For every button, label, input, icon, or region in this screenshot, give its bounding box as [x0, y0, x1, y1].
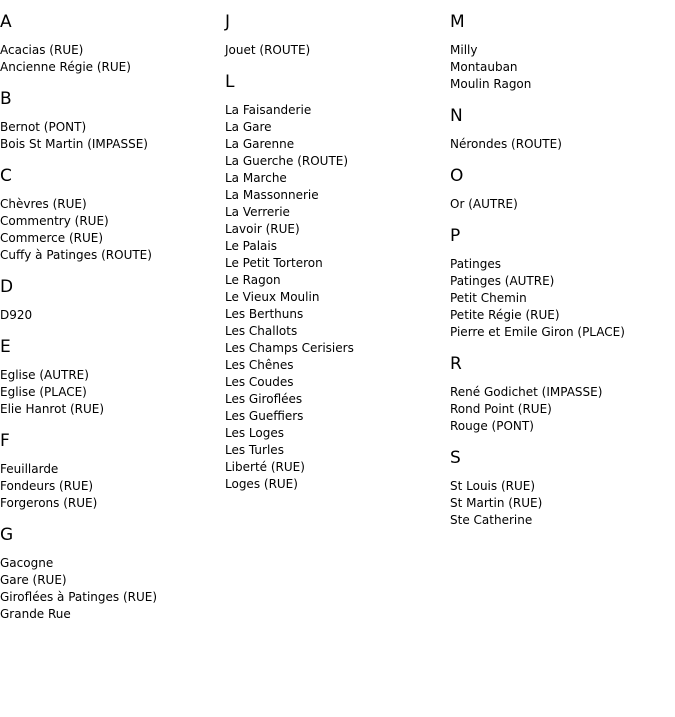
street-link[interactable]: Le Ragon	[225, 273, 281, 287]
street-list	[450, 196, 675, 213]
street-link[interactable]: René Godichet (IMPASSE)	[450, 385, 603, 399]
street-link[interactable]: La Verrerie	[225, 205, 290, 219]
letter-heading: L	[225, 72, 235, 92]
street-link[interactable]: Petite Régie (RUE)	[450, 308, 560, 322]
letter-group-o	[450, 166, 675, 213]
letter-heading: J	[225, 12, 231, 32]
street-link[interactable]: Grande Rue	[0, 607, 71, 621]
letter-group-g	[0, 525, 225, 623]
street-link[interactable]: La Marche	[225, 171, 287, 185]
letter-group-a	[0, 12, 225, 76]
street-list	[450, 256, 675, 341]
street-list	[450, 478, 675, 529]
street-list	[0, 196, 225, 264]
street-link[interactable]: Jouet (ROUTE)	[225, 43, 311, 57]
letter-heading: E	[0, 337, 11, 357]
letter-group-n	[450, 106, 675, 153]
street-link[interactable]: Pierre et Emile Giron (PLACE)	[450, 325, 625, 339]
letter-group-p	[450, 226, 675, 341]
letter-group-m	[450, 12, 675, 93]
street-link[interactable]: Commerce (RUE)	[0, 231, 104, 245]
street-link[interactable]: Les Berthuns	[225, 307, 304, 321]
street-list	[0, 307, 225, 324]
letter-heading: N	[450, 106, 463, 126]
letter-group-d	[0, 277, 225, 324]
street-link[interactable]: Elie Hanrot (RUE)	[0, 402, 105, 416]
street-link[interactable]: Bois St Martin (IMPASSE)	[0, 137, 148, 151]
street-link[interactable]: Le Petit Torteron	[225, 256, 323, 270]
street-link[interactable]: La Massonnerie	[225, 188, 319, 202]
street-link[interactable]: Bernot (PONT)	[0, 120, 87, 134]
letter-heading: F	[0, 431, 10, 451]
street-link[interactable]: La Gare	[225, 120, 272, 134]
street-link[interactable]: Moulin Ragon	[450, 77, 532, 91]
street-link[interactable]: Acacias (RUE)	[0, 43, 84, 57]
letter-heading: C	[0, 166, 12, 186]
street-list	[0, 42, 225, 76]
street-link[interactable]: Rouge (PONT)	[450, 419, 534, 433]
street-list	[0, 119, 225, 153]
street-link[interactable]: Gare (RUE)	[0, 573, 67, 587]
street-link[interactable]: La Faisanderie	[225, 103, 312, 117]
letter-group-e	[0, 337, 225, 418]
street-link[interactable]: Petit Chemin	[450, 291, 527, 305]
street-list	[225, 102, 450, 493]
street-link[interactable]: Milly	[450, 43, 478, 57]
letter-heading: A	[0, 12, 12, 32]
letter-heading: S	[450, 448, 461, 468]
street-link[interactable]: Gacogne	[0, 556, 54, 570]
street-list	[450, 42, 675, 93]
street-list	[0, 461, 225, 512]
index-column	[450, 0, 675, 529]
street-list	[450, 384, 675, 435]
street-link[interactable]: Les Giroflées	[225, 392, 303, 406]
street-link[interactable]: Cuffy à Patinges (ROUTE)	[0, 248, 152, 262]
street-link[interactable]: St Martin (RUE)	[450, 496, 543, 510]
letter-group-l	[225, 72, 450, 493]
street-link[interactable]: Eglise (PLACE)	[0, 385, 87, 399]
street-link[interactable]: Forgerons (RUE)	[0, 496, 98, 510]
letter-heading: P	[450, 226, 461, 246]
street-link[interactable]: Feuillarde	[0, 462, 59, 476]
street-link[interactable]: D920	[0, 308, 33, 322]
street-link[interactable]: Les Champs Cerisiers	[225, 341, 354, 355]
street-list	[0, 367, 225, 418]
street-link[interactable]: Commentry (RUE)	[0, 214, 109, 228]
letter-group-r	[450, 354, 675, 435]
street-link[interactable]: Les Gueffiers	[225, 409, 304, 423]
street-link[interactable]: Le Vieux Moulin	[225, 290, 320, 304]
index-column	[225, 0, 450, 493]
street-link[interactable]: Fondeurs (RUE)	[0, 479, 94, 493]
street-link[interactable]: Eglise (AUTRE)	[0, 368, 89, 382]
street-link[interactable]: Rond Point (RUE)	[450, 402, 552, 416]
street-link[interactable]: Le Palais	[225, 239, 277, 253]
letter-heading: O	[450, 166, 464, 186]
street-link[interactable]: Chèvres (RUE)	[0, 197, 87, 211]
street-link[interactable]: Montauban	[450, 60, 518, 74]
street-link[interactable]: Les Loges	[225, 426, 284, 440]
street-link[interactable]: Liberté (RUE)	[225, 460, 305, 474]
street-link[interactable]: La Guerche (ROUTE)	[225, 154, 349, 168]
street-link[interactable]: Nérondes (ROUTE)	[450, 137, 562, 151]
letter-heading: M	[450, 12, 465, 32]
letter-heading: G	[0, 525, 14, 545]
letter-group-c	[0, 166, 225, 264]
letter-group-s	[450, 448, 675, 529]
street-link[interactable]: Les Coudes	[225, 375, 294, 389]
street-list	[450, 136, 675, 153]
street-link[interactable]: Ancienne Régie (RUE)	[0, 60, 131, 74]
letter-heading: B	[0, 89, 12, 109]
index-column	[0, 0, 225, 623]
street-link[interactable]: Patinges (AUTRE)	[450, 274, 555, 288]
street-link[interactable]: Les Challots	[225, 324, 298, 338]
letter-group-b	[0, 89, 225, 153]
street-link[interactable]: St Louis (RUE)	[450, 479, 536, 493]
street-link[interactable]: Patinges	[450, 257, 501, 271]
street-list	[0, 555, 225, 623]
street-link[interactable]: Giroflées à Patinges (RUE)	[0, 590, 158, 604]
letter-group-f	[0, 431, 225, 512]
street-link[interactable]: Loges (RUE)	[225, 477, 298, 491]
street-link[interactable]: Les Chênes	[225, 358, 294, 372]
street-link[interactable]: Or (AUTRE)	[450, 197, 518, 211]
street-link[interactable]: La Garenne	[225, 137, 295, 151]
street-list	[225, 42, 450, 59]
street-link[interactable]: Ste Catherine	[450, 513, 533, 527]
letter-heading: R	[450, 354, 462, 374]
street-link[interactable]: Les Turles	[225, 443, 284, 457]
street-link[interactable]: Lavoir (RUE)	[225, 222, 300, 236]
letter-group-j	[225, 12, 450, 59]
letter-heading: D	[0, 277, 14, 297]
